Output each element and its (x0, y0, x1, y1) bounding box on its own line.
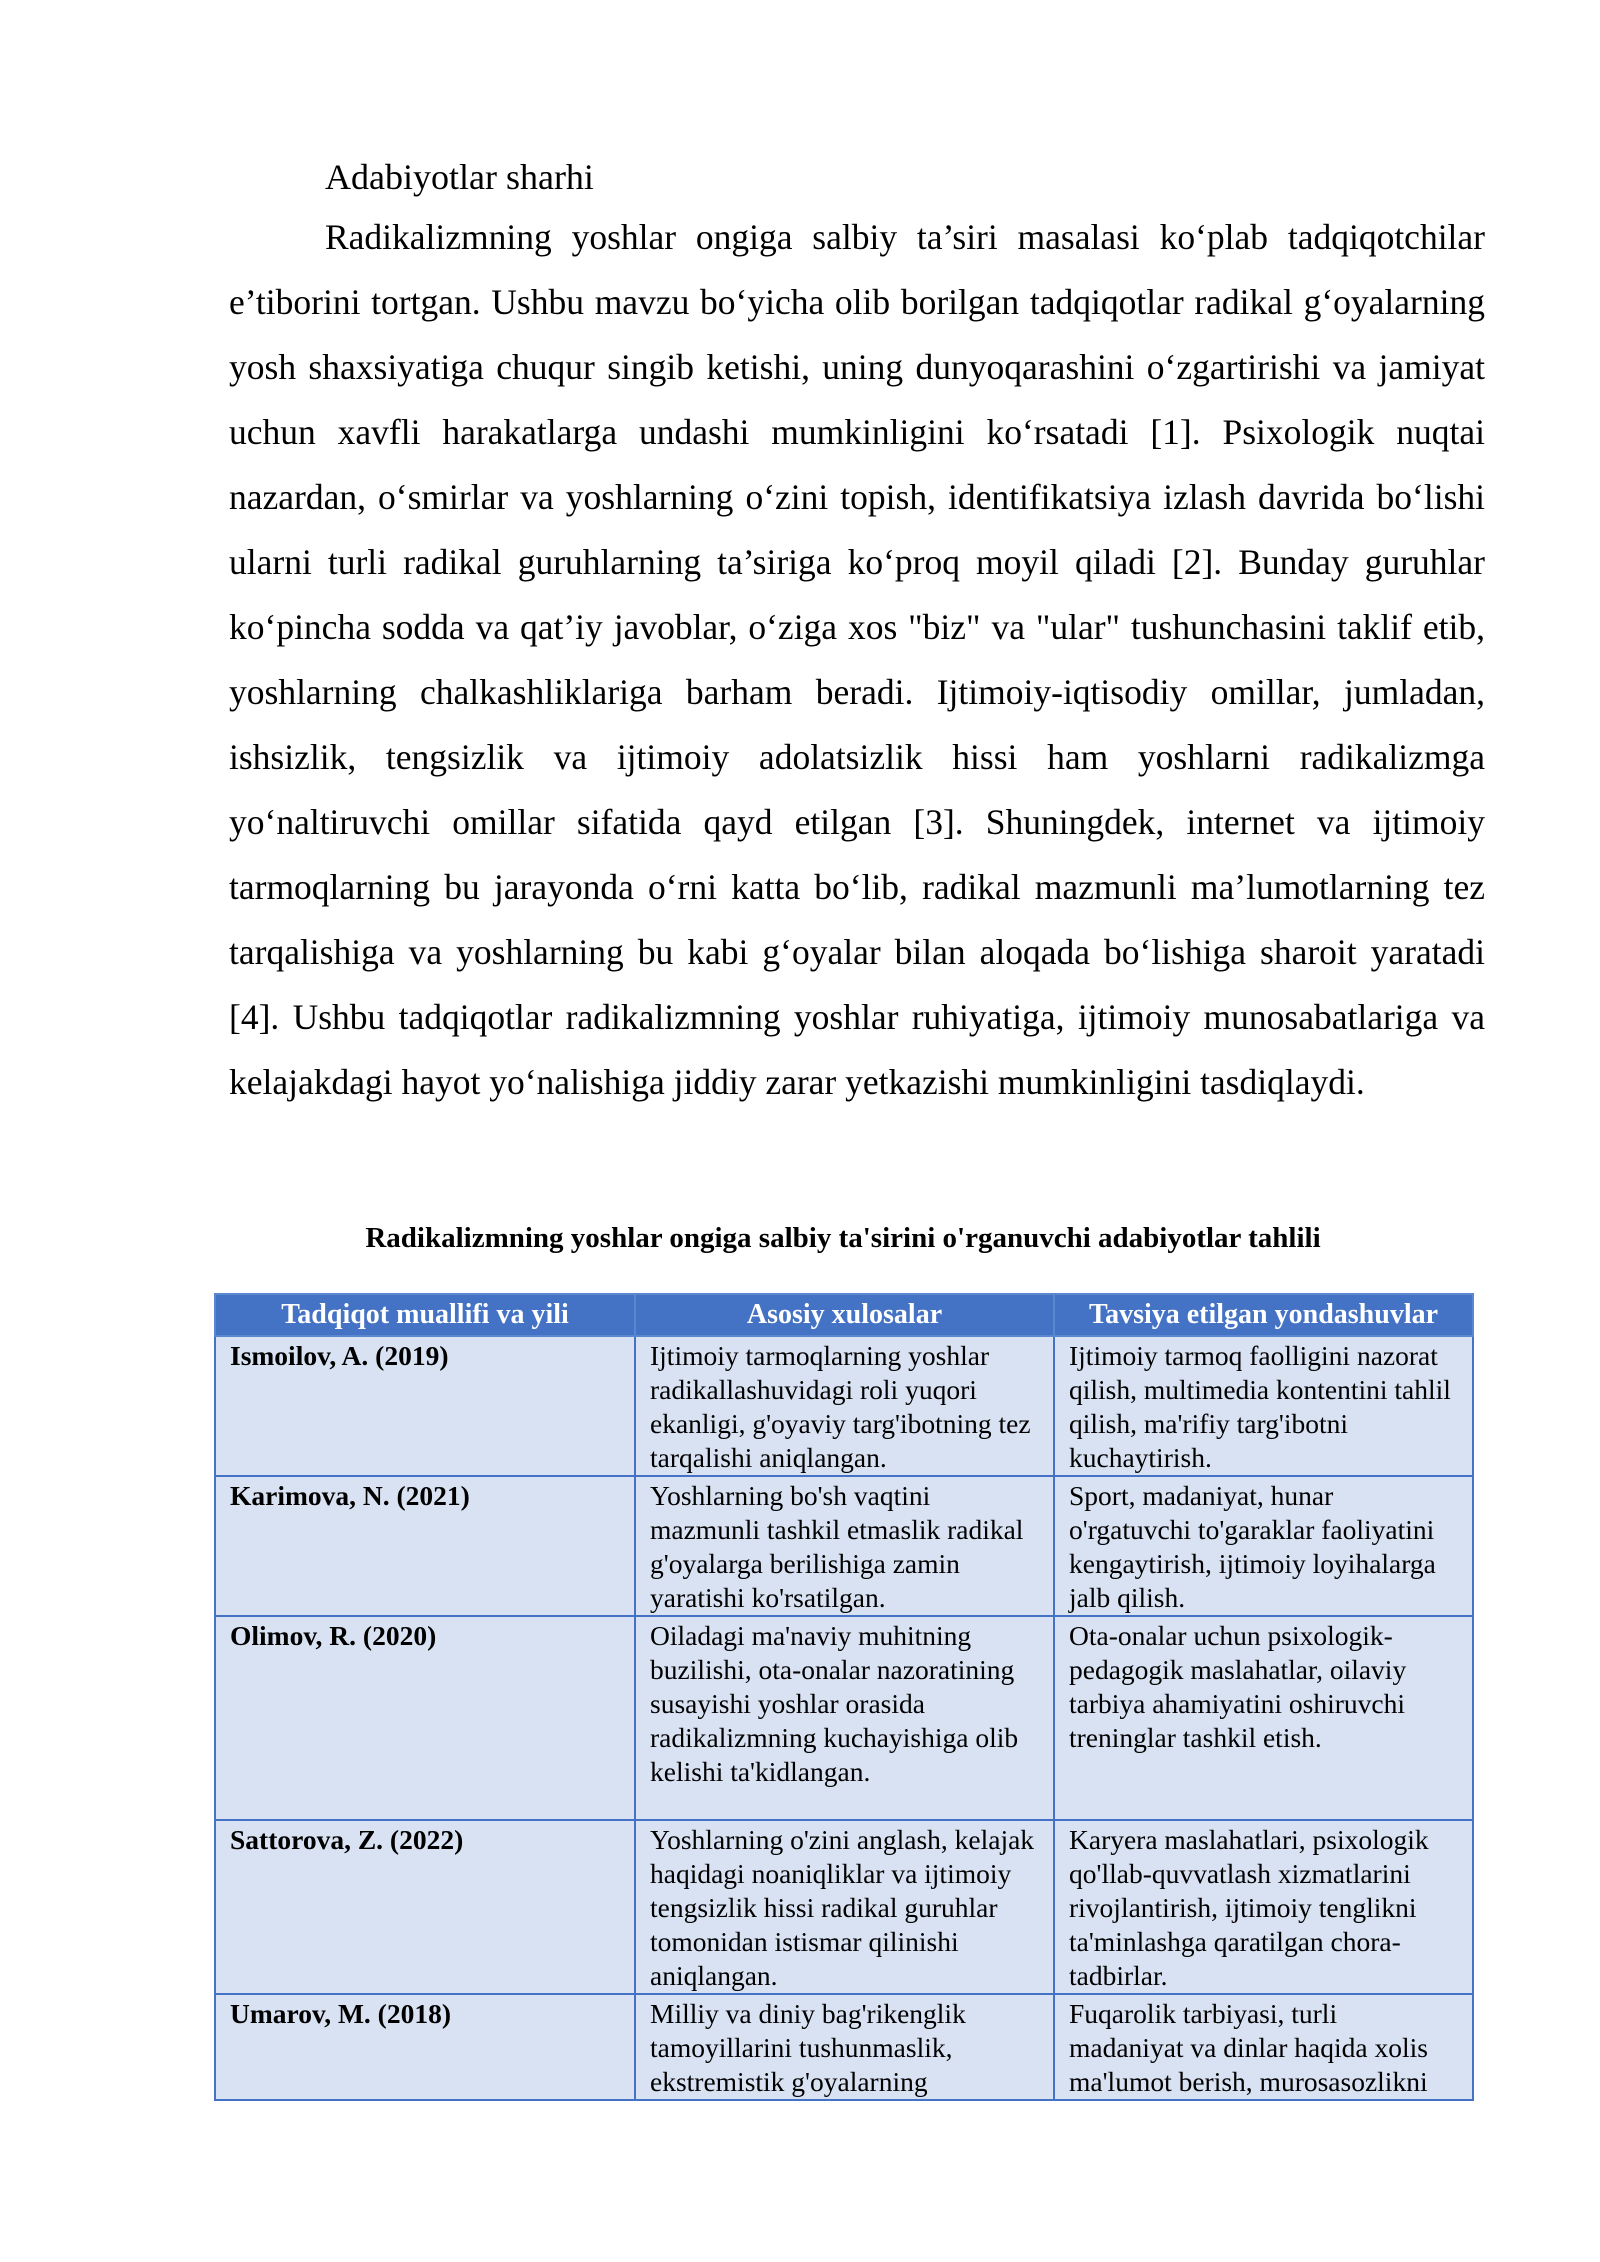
table-header-row (215, 1294, 1473, 1336)
table-caption: Radikalizmning yoshlar ongiga salbiy ta'sirini o'rganuvchi adabiyotlar tahlili (365, 1222, 1321, 1254)
cell-findings: Yoshlarning bo'sh vaqtini mazmunli tashkil etmaslik radikal g'oyalarga berilishiga zamin yaratishi ko'rsatilgan. (635, 1476, 1054, 1616)
cell-approaches: Ijtimoiy tarmoq faolligini nazorat qilish, multimedia kontentini tahlil qilish, ma'rifiy targ'ibotni kuchaytirish. (1054, 1336, 1473, 1476)
table-row (215, 1336, 1473, 1476)
table-row (215, 1994, 1473, 2100)
cell-approaches: Sport, madaniyat, hunar o'rgatuvchi to'garaklar faoliyatini kengaytirish, ijtimoiy loyihalarga jalb qilish. (1054, 1476, 1473, 1616)
section-heading: Adabiyotlar sharhi (325, 157, 594, 197)
cell-approaches: Fuqarolik tarbiyasi, turli madaniyat va dinlar haqida xolis ma'lumot berish, murosasozlikni (1054, 1994, 1473, 2100)
header-recommended-approaches: Tavsiya etilgan yondashuvlar (1054, 1294, 1473, 1336)
table-row (215, 1820, 1473, 1994)
cell-findings: Milliy va diniy bag'rikenglik tamoyillarini tushunmaslik, ekstremistik g'oyalarning (635, 1994, 1054, 2100)
body-paragraph: Radikalizmning yoshlar ongiga salbiy ta’siri masalasi ko‘plab tadqiqotchilar e’tiborini tortgan. Ushbu mavzu bo‘yicha olib borilgan tadqiqotlar radikal g‘oyalarning yosh shaxsiyatiga chuqur singib ketishi, uning dunyoqarashini o‘zgartirishi va jamiyat uchun xavfli harakatlarga undashi mumkinligini ko‘rsatadi [1]. Psixologik nuqtai nazardan, o‘smirlar va yoshlarning o‘zini topish, identifikatsiya izlash davrida bo‘lishi ularni turli radikal guruhlarning ta’siriga ko‘proq moyil qiladi [2]. Bunday guruhlar ko‘pincha sodda va qat’iy javoblar, o‘ziga xos "biz" va "ular" tushunchasini taklif etib, yoshlarning chalkashliklariga barham beradi. Ijtimoiy-iqtisodiy omillar, jumladan, ishsizlik, tengsizlik va ijtimoiy adolatsizlik hissi ham yoshlarni radikalizmga yo‘naltiruvchi omillar sifatida qayd etilgan [3]. Shuningdek, internet va ijtimoiy tarmoqlarning bu jarayonda o‘rni katta bo‘lib, radikal mazmunli ma’lumotlarning tez tarqalishiga va yoshlarning bu kabi g‘oyalar bilan aloqada bo‘lishiga sharoit yaratadi [4]. Ushbu tadqiqotlar radikalizmning yoshlar ruhiyatiga, ijtimoiy munosabatlariga va kelajakdagi hayot yo‘nalishiga jiddiy zarar yetkazishi mumkinligini tasdiqlaydi. (229, 217, 1485, 1102)
cell-author: Umarov, M. (2018) (215, 1994, 635, 2100)
table-row (215, 1476, 1473, 1616)
literature-table (214, 1293, 1474, 2101)
cell-approaches: Ota-onalar uchun psixologik-pedagogik maslahatlar, oilaviy tarbiya ahamiyatini oshiruvchi treninglar tashkil etish. (1054, 1616, 1473, 1820)
cell-author: Ismoilov, A. (2019) (215, 1336, 635, 1476)
header-author-year: Tadqiqot muallifi va yili (215, 1294, 635, 1336)
cell-author: Karimova, N. (2021) (215, 1476, 635, 1616)
cell-author: Sattorova, Z. (2022) (215, 1820, 635, 1994)
cell-findings: Yoshlarning o'zini anglash, kelajak haqidagi noaniqliklar va ijtimoiy tengsizlik hissi radikal guruhlar tomonidan istismar qilinishi aniqlangan. (635, 1820, 1054, 1994)
cell-author: Olimov, R. (2020) (215, 1616, 635, 1820)
header-main-findings: Asosiy xulosalar (635, 1294, 1054, 1336)
cell-approaches: Karyera maslahatlari, psixologik qo'llab-quvvatlash xizmatlarini rivojlantirish, ijtimoiy tenglikni ta'minlashga qaratilgan chora-tadbirlar. (1054, 1820, 1473, 1994)
cell-findings: Oiladagi ma'naviy muhitning buzilishi, ota-onalar nazoratining susayishi yoshlar orasida radikalizmning kuchayishiga olib kelishi ta'kidlangan. (635, 1616, 1054, 1820)
cell-findings: Ijtimoiy tarmoqlarning yoshlar radikallashuvidagi roli yuqori ekanligi, g'oyaviy targ'ibotning tez tarqalishi aniqlangan. (635, 1336, 1054, 1476)
table-row (215, 1616, 1473, 1820)
